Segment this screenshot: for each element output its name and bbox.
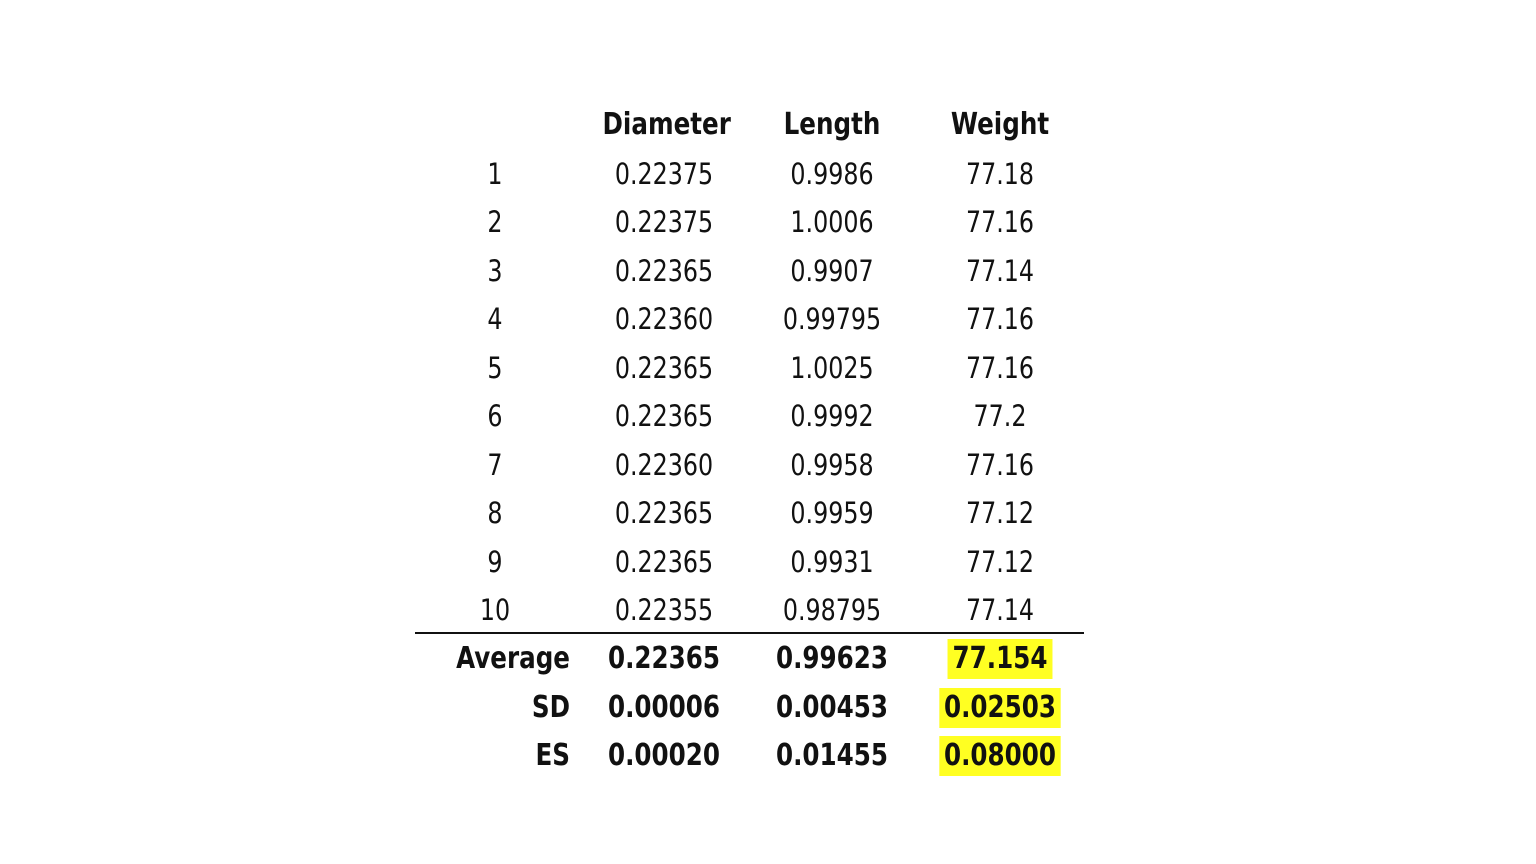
diameter-sd: 0.00006	[607, 690, 721, 725]
header-index	[434, 101, 557, 149]
table-row	[0, 198, 1536, 246]
weight-value: 77.16	[965, 448, 1035, 482]
row-index: 3	[487, 254, 503, 288]
table-row	[0, 392, 1536, 440]
table-row	[0, 150, 1536, 198]
weight-value: 77.16	[965, 302, 1035, 336]
weight-value: 77.14	[965, 593, 1035, 627]
diameter-value: 0.22365	[614, 399, 714, 433]
weight-sd-cell	[939, 684, 1062, 732]
row-index: 9	[487, 545, 503, 579]
row-index: 5	[487, 351, 503, 385]
table-row	[0, 344, 1536, 392]
diameter-value: 0.22375	[614, 205, 714, 239]
diameter-value: 0.22360	[614, 302, 714, 336]
summary-label: Average	[456, 641, 570, 676]
weight-average-cell	[939, 635, 1062, 683]
weight-es-highlight: 0.08000	[939, 736, 1061, 776]
summary-row-sd	[0, 684, 1536, 732]
table-row	[0, 489, 1536, 537]
weight-value: 77.12	[965, 496, 1035, 530]
diameter-value: 0.22365	[614, 254, 714, 288]
length-value: 0.9992	[790, 399, 874, 433]
header-length: Length	[783, 107, 881, 142]
diameter-es: 0.00020	[607, 738, 721, 773]
weight-sd-highlight: 0.02503	[939, 688, 1061, 728]
length-sd: 0.00453	[775, 690, 889, 725]
diameter-value: 0.22365	[614, 496, 714, 530]
length-value: 0.9986	[790, 157, 874, 191]
summary-label: SD	[531, 690, 570, 725]
header-diameter: Diameter	[602, 107, 731, 142]
table-header-row	[0, 101, 1536, 149]
length-value: 0.98795	[782, 593, 882, 627]
table-row	[0, 441, 1536, 489]
length-value: 0.99795	[782, 302, 882, 336]
length-value: 0.9907	[790, 254, 874, 288]
weight-value: 77.16	[965, 205, 1035, 239]
row-index: 1	[487, 157, 503, 191]
length-value: 0.9959	[790, 496, 874, 530]
summary-row-es	[0, 732, 1536, 780]
summary-divider	[415, 632, 1084, 634]
length-value: 1.0025	[790, 351, 874, 385]
row-index: 2	[487, 205, 503, 239]
length-es: 0.01455	[775, 738, 889, 773]
diameter-value: 0.22365	[614, 351, 714, 385]
weight-es-cell	[939, 732, 1062, 780]
diameter-value: 0.22360	[614, 448, 714, 482]
table-row	[0, 586, 1536, 634]
length-value: 0.9958	[790, 448, 874, 482]
row-index: 4	[487, 302, 503, 336]
weight-value: 77.2	[973, 399, 1027, 433]
weight-value: 77.16	[965, 351, 1035, 385]
summary-label: ES	[535, 738, 570, 773]
weight-value: 77.14	[965, 254, 1035, 288]
table-row	[0, 538, 1536, 586]
diameter-average: 0.22365	[607, 641, 721, 676]
diameter-value: 0.22355	[614, 593, 714, 627]
row-index: 7	[487, 448, 503, 482]
weight-value: 77.18	[965, 157, 1035, 191]
length-average: 0.99623	[775, 641, 889, 676]
length-value: 0.9931	[790, 545, 874, 579]
row-index: 8	[487, 496, 503, 530]
header-weight: Weight	[950, 107, 1050, 142]
weight-value: 77.12	[965, 545, 1035, 579]
diameter-value: 0.22365	[614, 545, 714, 579]
row-index: 6	[487, 399, 503, 433]
table-row	[0, 295, 1536, 343]
weight-average-highlight: 77.154	[948, 639, 1053, 679]
length-value: 1.0006	[790, 205, 874, 239]
summary-row-average	[0, 635, 1536, 683]
diameter-value: 0.22375	[614, 157, 714, 191]
table-row	[0, 247, 1536, 295]
row-index: 10	[479, 593, 511, 627]
